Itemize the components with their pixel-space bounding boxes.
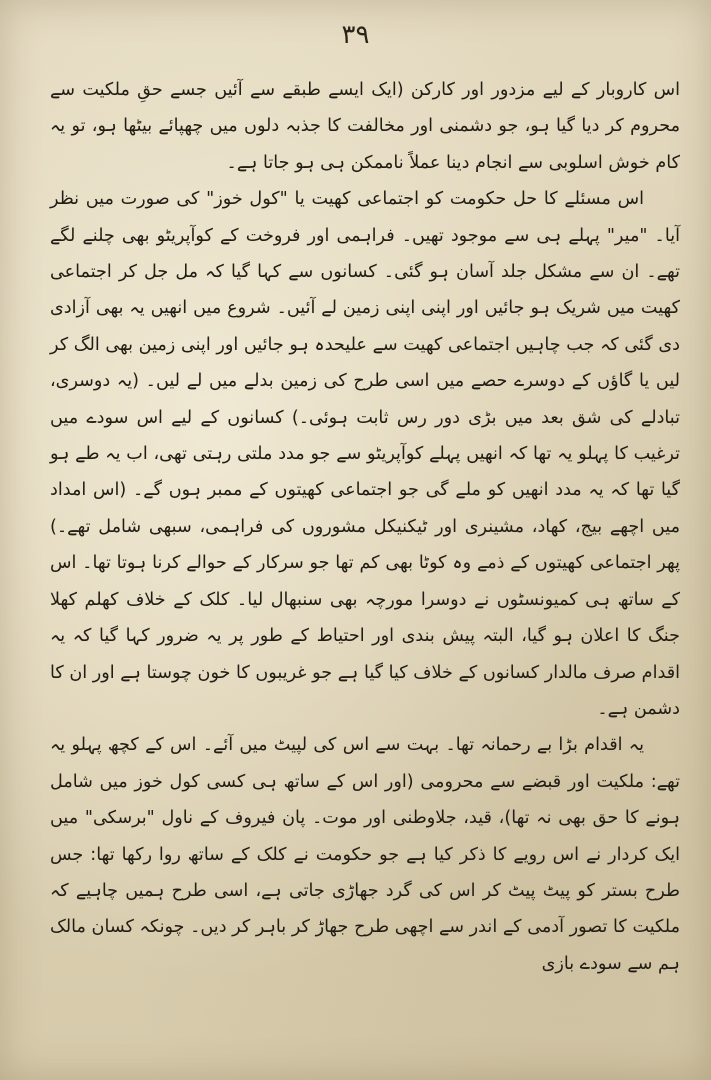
paragraph: یہ اقدام بڑا بے رحمانہ تھا۔ بہت سے اس کی لپیٹ میں آئے۔ اس کے کچھ پہلو یہ تھے: ملکیت اور قبضے سے محرومی (اور اس کے ساتھ ہی کسی کول خوز میں شامل ہونے کا حق بھی نہ تھا)، قید، جلاوطنی اور موت۔ پان فیروف کے ناول "برسکی" میں ایک کردار نے اس رویے کا ذکر کیا ہے جو حکومت نے کلک کے ساتھ روا رکھا تھا: جس طرح بستر کو پیٹ پیٹ کر اس کی گرد جھاڑی جاتی ہے، اسی طرح ہمیں چاہیے کہ ملکیت کا تصور آدمی کے اندر سے اچھی طرح جھاڑ کر باہر کر دیں۔ چونکہ کسان مالک ہم سے سودے بازی: [50, 735, 680, 974]
paragraph: اس مسئلے کا حل حکومت کو اجتماعی کھیت یا "کول خوز" کی صورت میں نظر آیا۔ "میر" پہلے ہی سے موجود تھیں۔ فراہمی اور فروخت کے کوآپریٹو بھی چلنے لگے تھے۔ ان سے مشکل جلد آسان ہو گئی۔ کسانوں سے کہا گیا کہ مل جل کر اجتماعی کھیت میں شریک ہو جائیں اور اپنی اپنی زمین لے آئیں۔ شروع میں انھیں یہ بھی آزادی دی گئی کہ جب چاہیں اجتماعی کھیت سے علیحدہ ہو جائیں اور اپنی زمین بھی الگ کر لیں یا گاؤں کے دوسرے حصے میں اسی طرح کی زمین بدلے میں لے لیں۔ (یہ دوسری، تبادلے کی شق بعد میں بڑی دور رس ثابت ہوئی۔) کسانوں کے لیے اس سودے میں ترغیب کا پہلو یہ تھا کہ انھیں پہلے کوآپریٹو سے جو مدد ملتی رہتی تھی، اب یہ طے ہو گیا تھا کہ یہ مدد انھیں کو ملے گی جو اجتماعی کھیتوں کے ممبر ہوں گے۔ (اس امداد میں اچھے بیج، کھاد، مشینری اور ٹیکنیکل مشوروں کی فراہمی، سبھی شامل تھے۔) پھر اجتماعی کھیتوں کے ذمے وہ کوٹا بھی کم تھا جو سرکار کے حوالے کرنا ہوتا تھا۔ اس کے ساتھ ہی کمیونسٹوں نے دوسرا مورچہ بھی سنبھال لیا۔ کلک کے خلاف کھلم کھلا جنگ کا اعلان ہو گیا، البتہ پیش بندی اور احتیاط کے طور پر یہ ضرور کہا گیا کہ یہ اقدام صرف مالدار کسانوں کے خلاف کیا گیا ہے جو غریبوں کا خون چوستا ہے اور ان کا دشمن ہے۔: [50, 189, 680, 719]
page-number: ۳۹: [341, 20, 370, 50]
paragraph: اس کاروبار کے لیے مزدور اور کارکن (ایک ایسے طبقے سے آئیں جسے حقِ ملکیت سے محروم کر دیا گیا ہو، جو دشمنی اور مخالفت کا جذبہ دلوں میں چھپائے بیٹھا ہو، تو یہ کام خوش اسلوبی سے انجام دینا عملاً ناممکن ہی ہو جاتا ہے۔: [50, 80, 680, 173]
body-text: [50, 72, 680, 982]
